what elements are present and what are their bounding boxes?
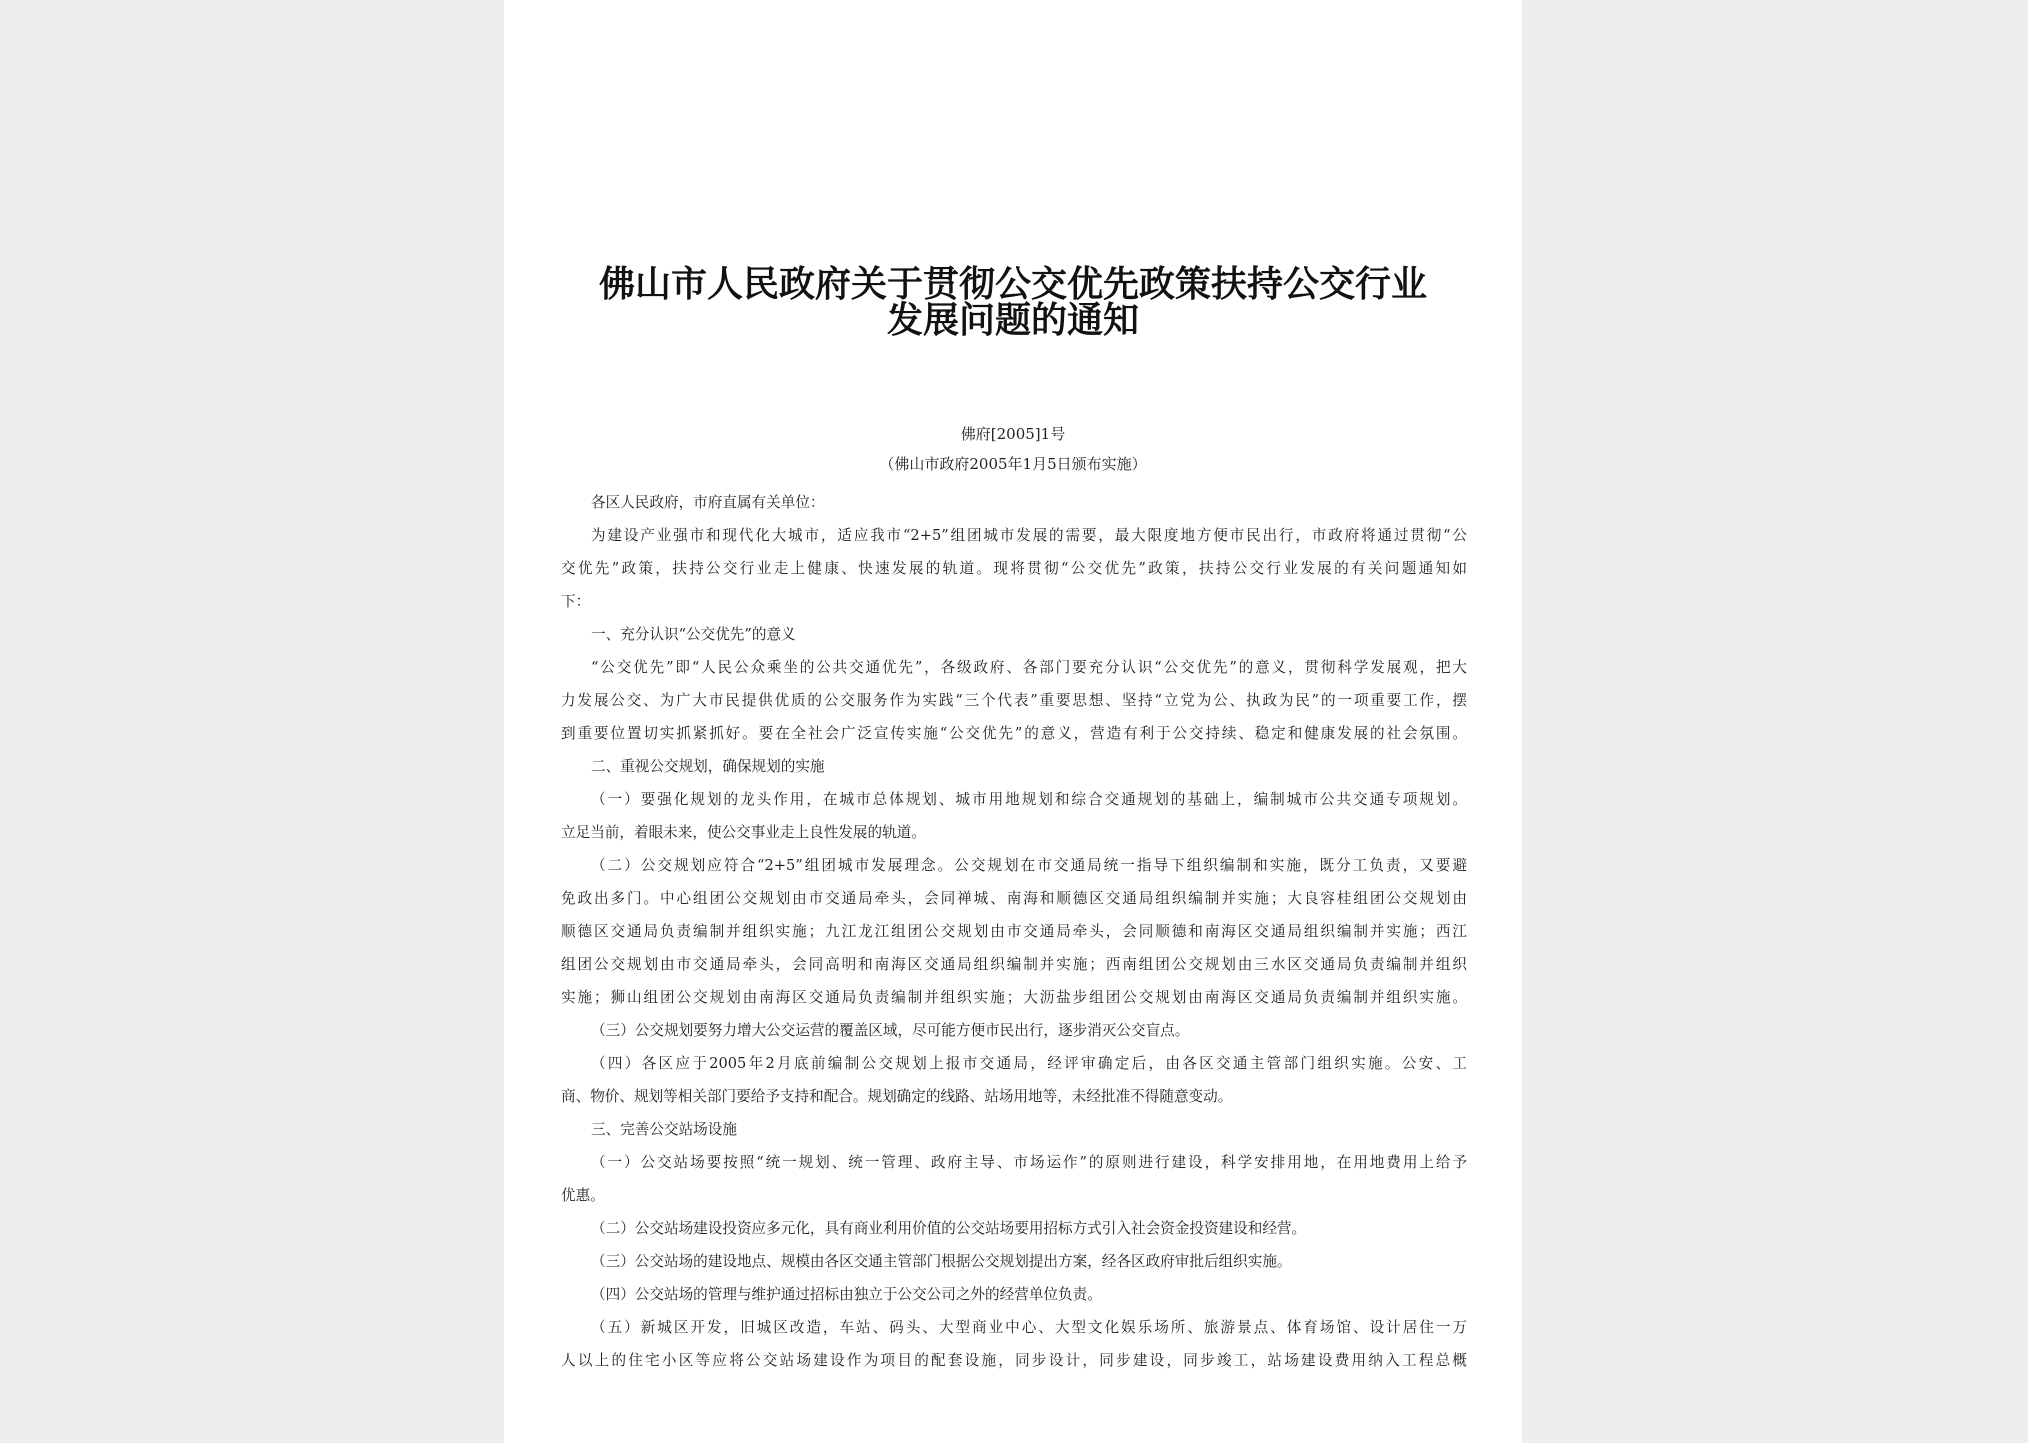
body-line: （二）公交规划应符合“2+5”组团城市发展理念。公交规划在市交通局统一指导下组织编制和实施，既分工负责，又要避 (591, 857, 1467, 874)
body-line: 免政出多门。中心组团公交规划由市交通局牵头，会同禅城、南海和顺德区交通局组织编制并实施；大良容桂组团公交规划由 (561, 890, 1467, 907)
body-line: 优惠。 (561, 1187, 605, 1204)
section-heading: 三、完善公交站场设施 (591, 1121, 737, 1138)
body-line: 力发展公交、为广大市民提供优质的公交服务作为实践“三个代表”重要思想、坚持“立党为公、执政为民”的一项重要工作，摆 (561, 692, 1467, 709)
body-line: （四）各区应于2005年2月底前编制公交规划上报市交通局，经评审确定后，由各区交通主管部门组织实施。公安、工 (591, 1055, 1467, 1072)
document-body (561, 486, 1467, 1377)
body-line: （二）公交站场建设投资应多元化，具有商业利用价值的公交站场要用招标方式引入社会资金投资建设和经营。 (591, 1220, 1307, 1237)
issue-note: （佛山市政府2005年1月5日颁布实施） (879, 455, 1147, 473)
salutation-line: 各区人民政府，市府直属有关单位： (591, 494, 825, 511)
document-title-line-2: 发展问题的通知 (886, 299, 1139, 341)
body-line: （一）公交站场要按照“统一规划、统一管理、政府主导、市场运作”的原则进行建设，科学安排用地，在用地费用上给予 (591, 1154, 1467, 1171)
body-line: 交优先”政策，扶持公交行业走上健康、快速发展的轨道。现将贯彻“公交优先”政策，扶持公交行业发展的有关问题通知如 (561, 560, 1467, 577)
body-line: “公交优先”即“人民公众乘坐的公共交通优先”，各级政府、各部门要充分认识“公交优先”的意义，贯彻科学发展观，把大 (591, 659, 1467, 676)
body-line: 顺德区交通局负责编制并组织实施；九江龙江组团公交规划由市交通局牵头，会同顺德和南海区交通局组织编制并实施；西江 (561, 923, 1467, 940)
body-line: （四）公交站场的管理与维护通过招标由独立于公交公司之外的经营单位负责。 (591, 1286, 1102, 1303)
section-heading: 一、充分认识“公交优先”的意义 (591, 626, 796, 643)
body-line: 人以上的住宅小区等应将公交站场建设作为项目的配套设施，同步设计，同步建设，同步竣工，站场建设费用纳入工程总概 (561, 1352, 1467, 1369)
body-line: （三）公交站场的建设地点、规模由各区交通主管部门根据公交规划提出方案，经各区政府审批后组织实施。 (591, 1253, 1292, 1270)
body-line: （三）公交规划要努力增大公交运营的覆盖区域，尽可能方便市民出行，逐步消灭公交盲点。 (591, 1022, 1190, 1039)
section-heading: 二、重视公交规划，确保规划的实施 (591, 758, 825, 775)
body-line: （一）要强化规划的龙头作用，在城市总体规划、城市用地规划和综合交通规划的基础上，编制城市公共交通专项规划。 (591, 791, 1467, 808)
document-title-line-1: 佛山市人民政府关于贯彻公交优先政策扶持公交行业 (598, 263, 1427, 305)
body-line: 实施；狮山组团公交规划由南海区交通局负责编制并组织实施；大沥盐步组团公交规划由南海区交通局负责编制并组织实施。 (561, 989, 1467, 1006)
body-line: （五）新城区开发，旧城区改造，车站、码头、大型商业中心、大型文化娱乐场所、旅游景点、体育场馆、设计居住一万 (591, 1319, 1467, 1336)
document-number: 佛府[2005]1号 (960, 425, 1066, 443)
body-line: 立足当前，着眼未来，使公交事业走上良性发展的轨道。 (561, 824, 926, 841)
body-line: 到重要位置切实抓紧抓好。要在全社会广泛宣传实施“公交优先”的意义，营造有利于公交持续、稳定和健康发展的社会氛围。 (561, 725, 1467, 742)
body-line: 下： (561, 593, 591, 610)
body-line: 组团公交规划由市交通局牵头，会同高明和南海区交通局组织编制并实施；西南组团公交规划由三水区交通局负责编制并组织 (561, 956, 1467, 973)
body-line: 为建设产业强市和现代化大城市，适应我市“2+5”组团城市发展的需要，最大限度地方便市民出行，市政府将通过贯彻“公 (591, 527, 1467, 544)
document-page (504, 0, 1522, 1443)
body-line: 商、物价、规划等相关部门要给予支持和配合。规划确定的线路、站场用地等，未经批准不得随意变动。 (561, 1088, 1233, 1105)
